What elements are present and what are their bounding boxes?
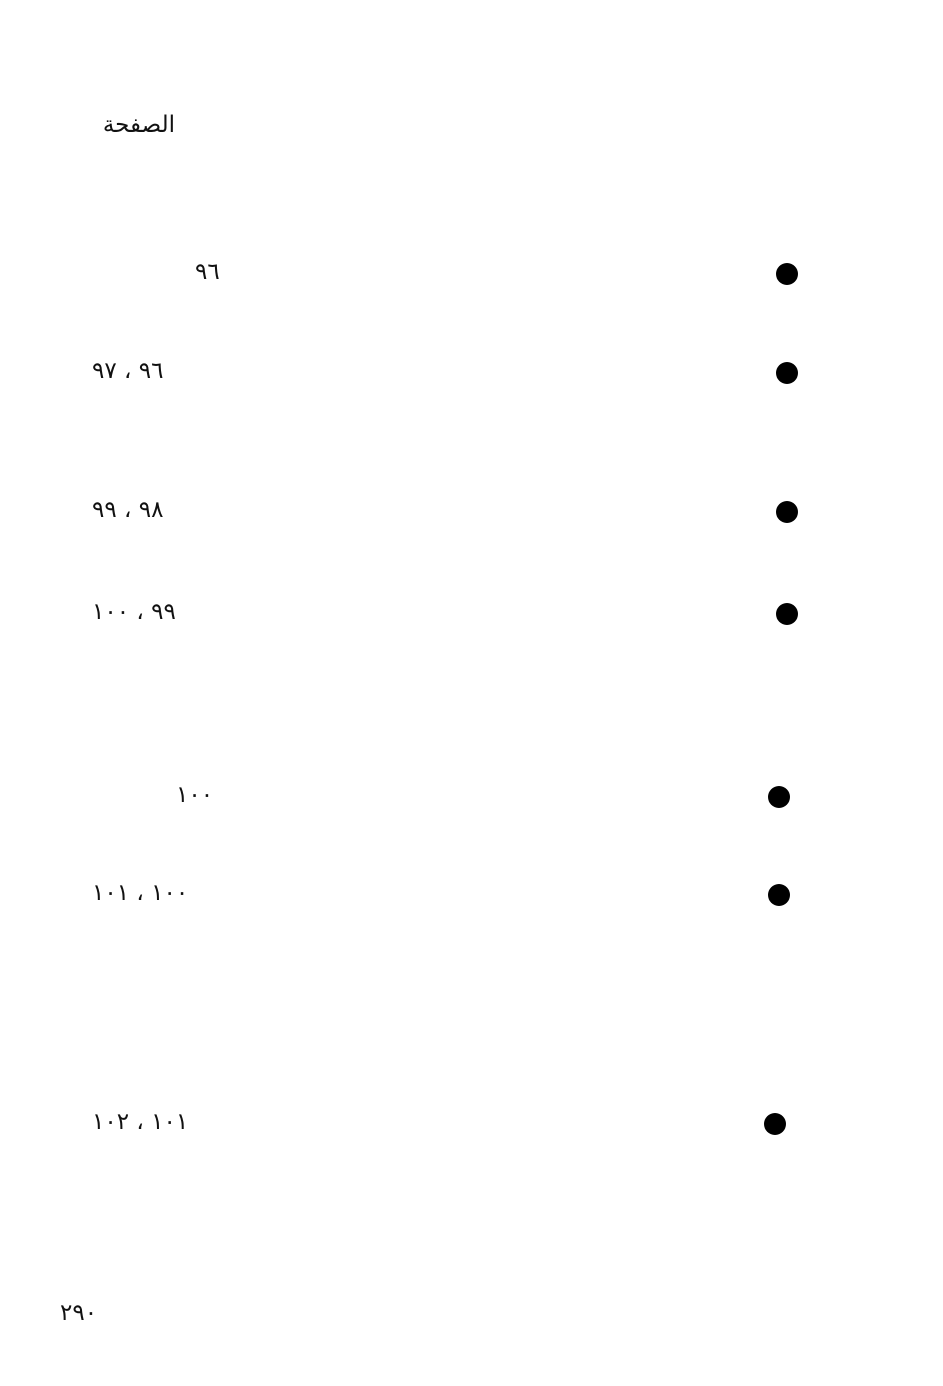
bullet-icon xyxy=(776,263,798,285)
entry-page-refs: ٩٩ ، ١٠٠ xyxy=(92,599,176,625)
bullet-icon xyxy=(768,786,790,808)
bullet-icon xyxy=(776,501,798,523)
bullet-icon xyxy=(764,1113,786,1135)
page-number: ٢٩٠ xyxy=(60,1300,98,1326)
bullet-icon xyxy=(768,884,790,906)
bullet-icon xyxy=(776,603,798,625)
page-column-header: الصفحة xyxy=(102,112,175,138)
entry-page-refs: ٩٨ ، ٩٩ xyxy=(92,497,164,523)
entry-page-refs: ١٠١ ، ١٠٢ xyxy=(92,1109,189,1135)
entry-page-refs: ١٠٠ ، ١٠١ xyxy=(92,880,189,906)
entry-page-refs: ٩٦ xyxy=(195,259,220,285)
entry-page-refs: ٩٦ ، ٩٧ xyxy=(92,358,164,384)
entry-page-refs: ١٠٠ xyxy=(176,782,214,808)
bullet-icon xyxy=(776,362,798,384)
